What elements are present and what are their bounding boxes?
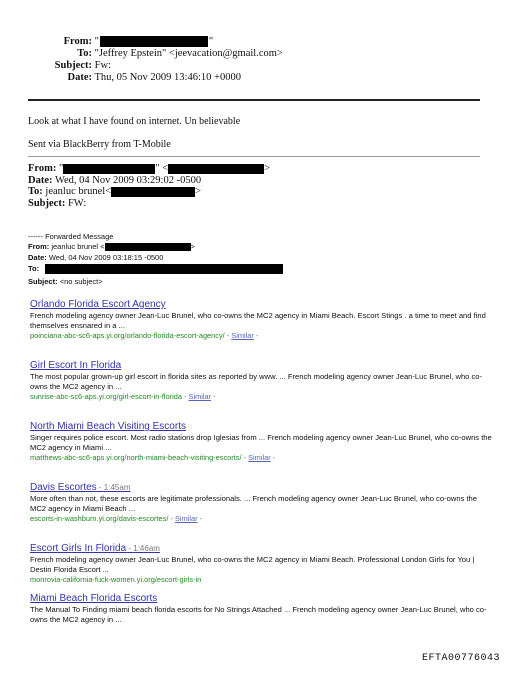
result-title-text: Girl Escort In Florida <box>30 360 122 371</box>
result-title-text: North Miami Beach Visiting Escorts <box>30 421 186 432</box>
result-snippet: Singer requires police escort. Most radio stations drop Iglesias from ... French modeling agency owner Jean-Luc Brunel, who co-owns the MC2 agency in Miami ... <box>30 433 492 452</box>
from-label: From: <box>28 163 57 174</box>
email1-subject-row <box>28 60 111 71</box>
result-snippet: The Manual To Finding miami beach florida escorts for No Strings Attached ... French modeling agency owner Jean-Luc Brunel, who co-owns the MC2 agency in ... <box>30 605 487 624</box>
subject-value: <no subject> <box>59 277 103 286</box>
result-snippet: More often than not, these escorts are legitimate professionals. ... French modeling agency owner Jean-Luc Brunel, who co-owns the MC2 agency in Miami Beach ... <box>30 494 478 513</box>
result-title-link[interactable] <box>30 360 492 371</box>
redaction-bar <box>45 264 283 274</box>
result-title-text: Orlando Florida Escort Agency <box>30 299 166 310</box>
result-url-row <box>30 331 492 341</box>
forwarded-from-row <box>28 242 195 251</box>
to-label: To: <box>77 48 92 59</box>
search-result <box>30 593 492 625</box>
from-quote-open: " <box>94 36 99 47</box>
from-quote-close: " <box>208 36 214 47</box>
redaction-bar <box>111 187 195 197</box>
search-result <box>30 543 492 585</box>
from-close: > <box>264 163 271 174</box>
to-value: jeanluc brunel< <box>45 186 112 197</box>
from-mid: " < <box>155 163 169 174</box>
result-snippet: French modeling agency owner Jean-Luc Brunel, who co-owns the MC2 agency in Miami Beach. Escort Stings . a time to meet and find themselves ensnared in a ... <box>30 311 486 330</box>
to-value: "Jeffrey Epstein" <jeevacation@gmail.com> <box>94 48 283 59</box>
result-title-link[interactable] <box>30 593 492 604</box>
result-title-link[interactable] <box>30 482 492 493</box>
search-result <box>30 482 492 524</box>
url-separator: - <box>224 331 232 340</box>
result-snippet: The most popular grown-up girl escort in florida sites as reported by www. ... French modeling agency owner Jean-Luc Brunel, who co-owns the MC2 agency in ... <box>30 372 483 391</box>
similar-link[interactable]: Similar <box>248 453 271 462</box>
url-separator: - <box>211 392 216 401</box>
date-value: Wed, 04 Nov 2009 03:29:02 -0500 <box>54 175 202 186</box>
search-result <box>30 360 492 402</box>
result-url[interactable]: matthews-abc-sc6-aps.yi.org/north-miami-beach-visiting-escorts/ <box>30 453 242 462</box>
header-divider <box>28 99 480 101</box>
result-url[interactable]: sunrise-abc-sc6-aps.yi.org/girl-escort-in-florida <box>30 392 182 401</box>
from-value: jeanluc brunel < <box>51 242 105 251</box>
email2-subject-row <box>28 198 86 209</box>
redaction-bar <box>168 164 264 174</box>
forwarded-to-row <box>28 264 283 274</box>
result-url-row <box>30 453 492 463</box>
similar-link[interactable]: Similar <box>188 392 212 401</box>
result-url[interactable]: monrovia-california-fuck-women.yi.org/escort-girls-in <box>30 575 202 584</box>
url-separator: - <box>241 453 249 462</box>
timestamp-separator: - <box>126 544 134 553</box>
search-result <box>30 299 492 341</box>
url-separator: - <box>270 453 276 462</box>
similar-link[interactable]: Similar <box>175 514 198 523</box>
result-title-link[interactable] <box>30 543 492 554</box>
result-url-row <box>30 575 492 585</box>
subject-value: Fw: <box>94 60 111 71</box>
result-url[interactable]: poinciana-abc-sc6-aps.yi.org/orlando-florida-escort-agency/ <box>30 331 225 340</box>
to-label: To: <box>28 264 40 273</box>
redaction-bar <box>100 36 208 47</box>
result-title-link[interactable] <box>30 421 492 432</box>
result-url[interactable]: escorts-in-washburn.yi.org/davis-escortes/ <box>30 514 169 523</box>
date-value: Wed, 04 Nov 2009 03:18:15 -0500 <box>48 253 164 262</box>
url-separator: - <box>197 514 203 523</box>
redaction-bar <box>105 243 191 251</box>
email1-to-row <box>28 48 283 59</box>
result-title-text: Escort Girls In Florida <box>30 543 127 554</box>
from-label: From: <box>63 36 92 47</box>
timestamp-separator: - <box>96 483 104 492</box>
result-snippet: French modeling agency owner Jean-Luc Brunel, who co-owns the MC2 agency in Miami Beach. Professional London Girls for You | Destin Florida Escort ... <box>30 555 475 574</box>
result-timestamp: 1:45am <box>103 483 131 492</box>
forwarded-title: ------ Forwarded Message <box>28 232 114 241</box>
signature-divider <box>28 156 480 157</box>
url-separator: - <box>181 392 189 401</box>
to-label: To: <box>28 186 43 197</box>
result-timestamp: 1:46am <box>133 544 160 553</box>
redaction-bar <box>63 164 155 174</box>
forwarded-date-row <box>28 253 163 262</box>
email2-to-row <box>28 186 201 197</box>
result-title-text: Miami Beach Florida Escorts <box>30 593 158 604</box>
to-close: > <box>195 186 202 197</box>
from-quote-open: " <box>59 163 64 174</box>
email2-date-row <box>28 175 201 186</box>
email1-signature: Sent via BlackBerry from T-Mobile <box>28 139 171 150</box>
date-label: Date: <box>28 175 53 186</box>
url-separator: - <box>168 514 175 523</box>
result-url-row <box>30 392 492 402</box>
similar-link[interactable]: Similar <box>231 331 254 340</box>
url-separator: - <box>253 331 259 340</box>
subject-label: Subject: <box>28 277 58 286</box>
from-close: > <box>190 242 195 251</box>
subject-label: Subject: <box>54 60 92 71</box>
email1-from-row <box>28 36 213 47</box>
result-title-text: Davis Escortes <box>30 482 97 493</box>
date-label: Date: <box>67 72 92 83</box>
result-title-link[interactable] <box>30 299 492 310</box>
email2-from-row <box>28 163 270 174</box>
email1-body: Look at what I have found on internet. Un believable <box>28 116 241 127</box>
subject-label: Subject: <box>28 198 66 209</box>
from-label: From: <box>28 242 50 251</box>
search-result <box>30 421 492 463</box>
email1-date-row <box>28 72 241 83</box>
date-value: Thu, 05 Nov 2009 13:46:10 +0000 <box>94 72 241 83</box>
date-label: Date: <box>28 253 47 262</box>
result-url-row <box>30 514 492 524</box>
document-id: EFTA00776043 <box>421 653 500 664</box>
subject-value: FW: <box>67 198 87 209</box>
forwarded-subject-row <box>28 277 103 286</box>
